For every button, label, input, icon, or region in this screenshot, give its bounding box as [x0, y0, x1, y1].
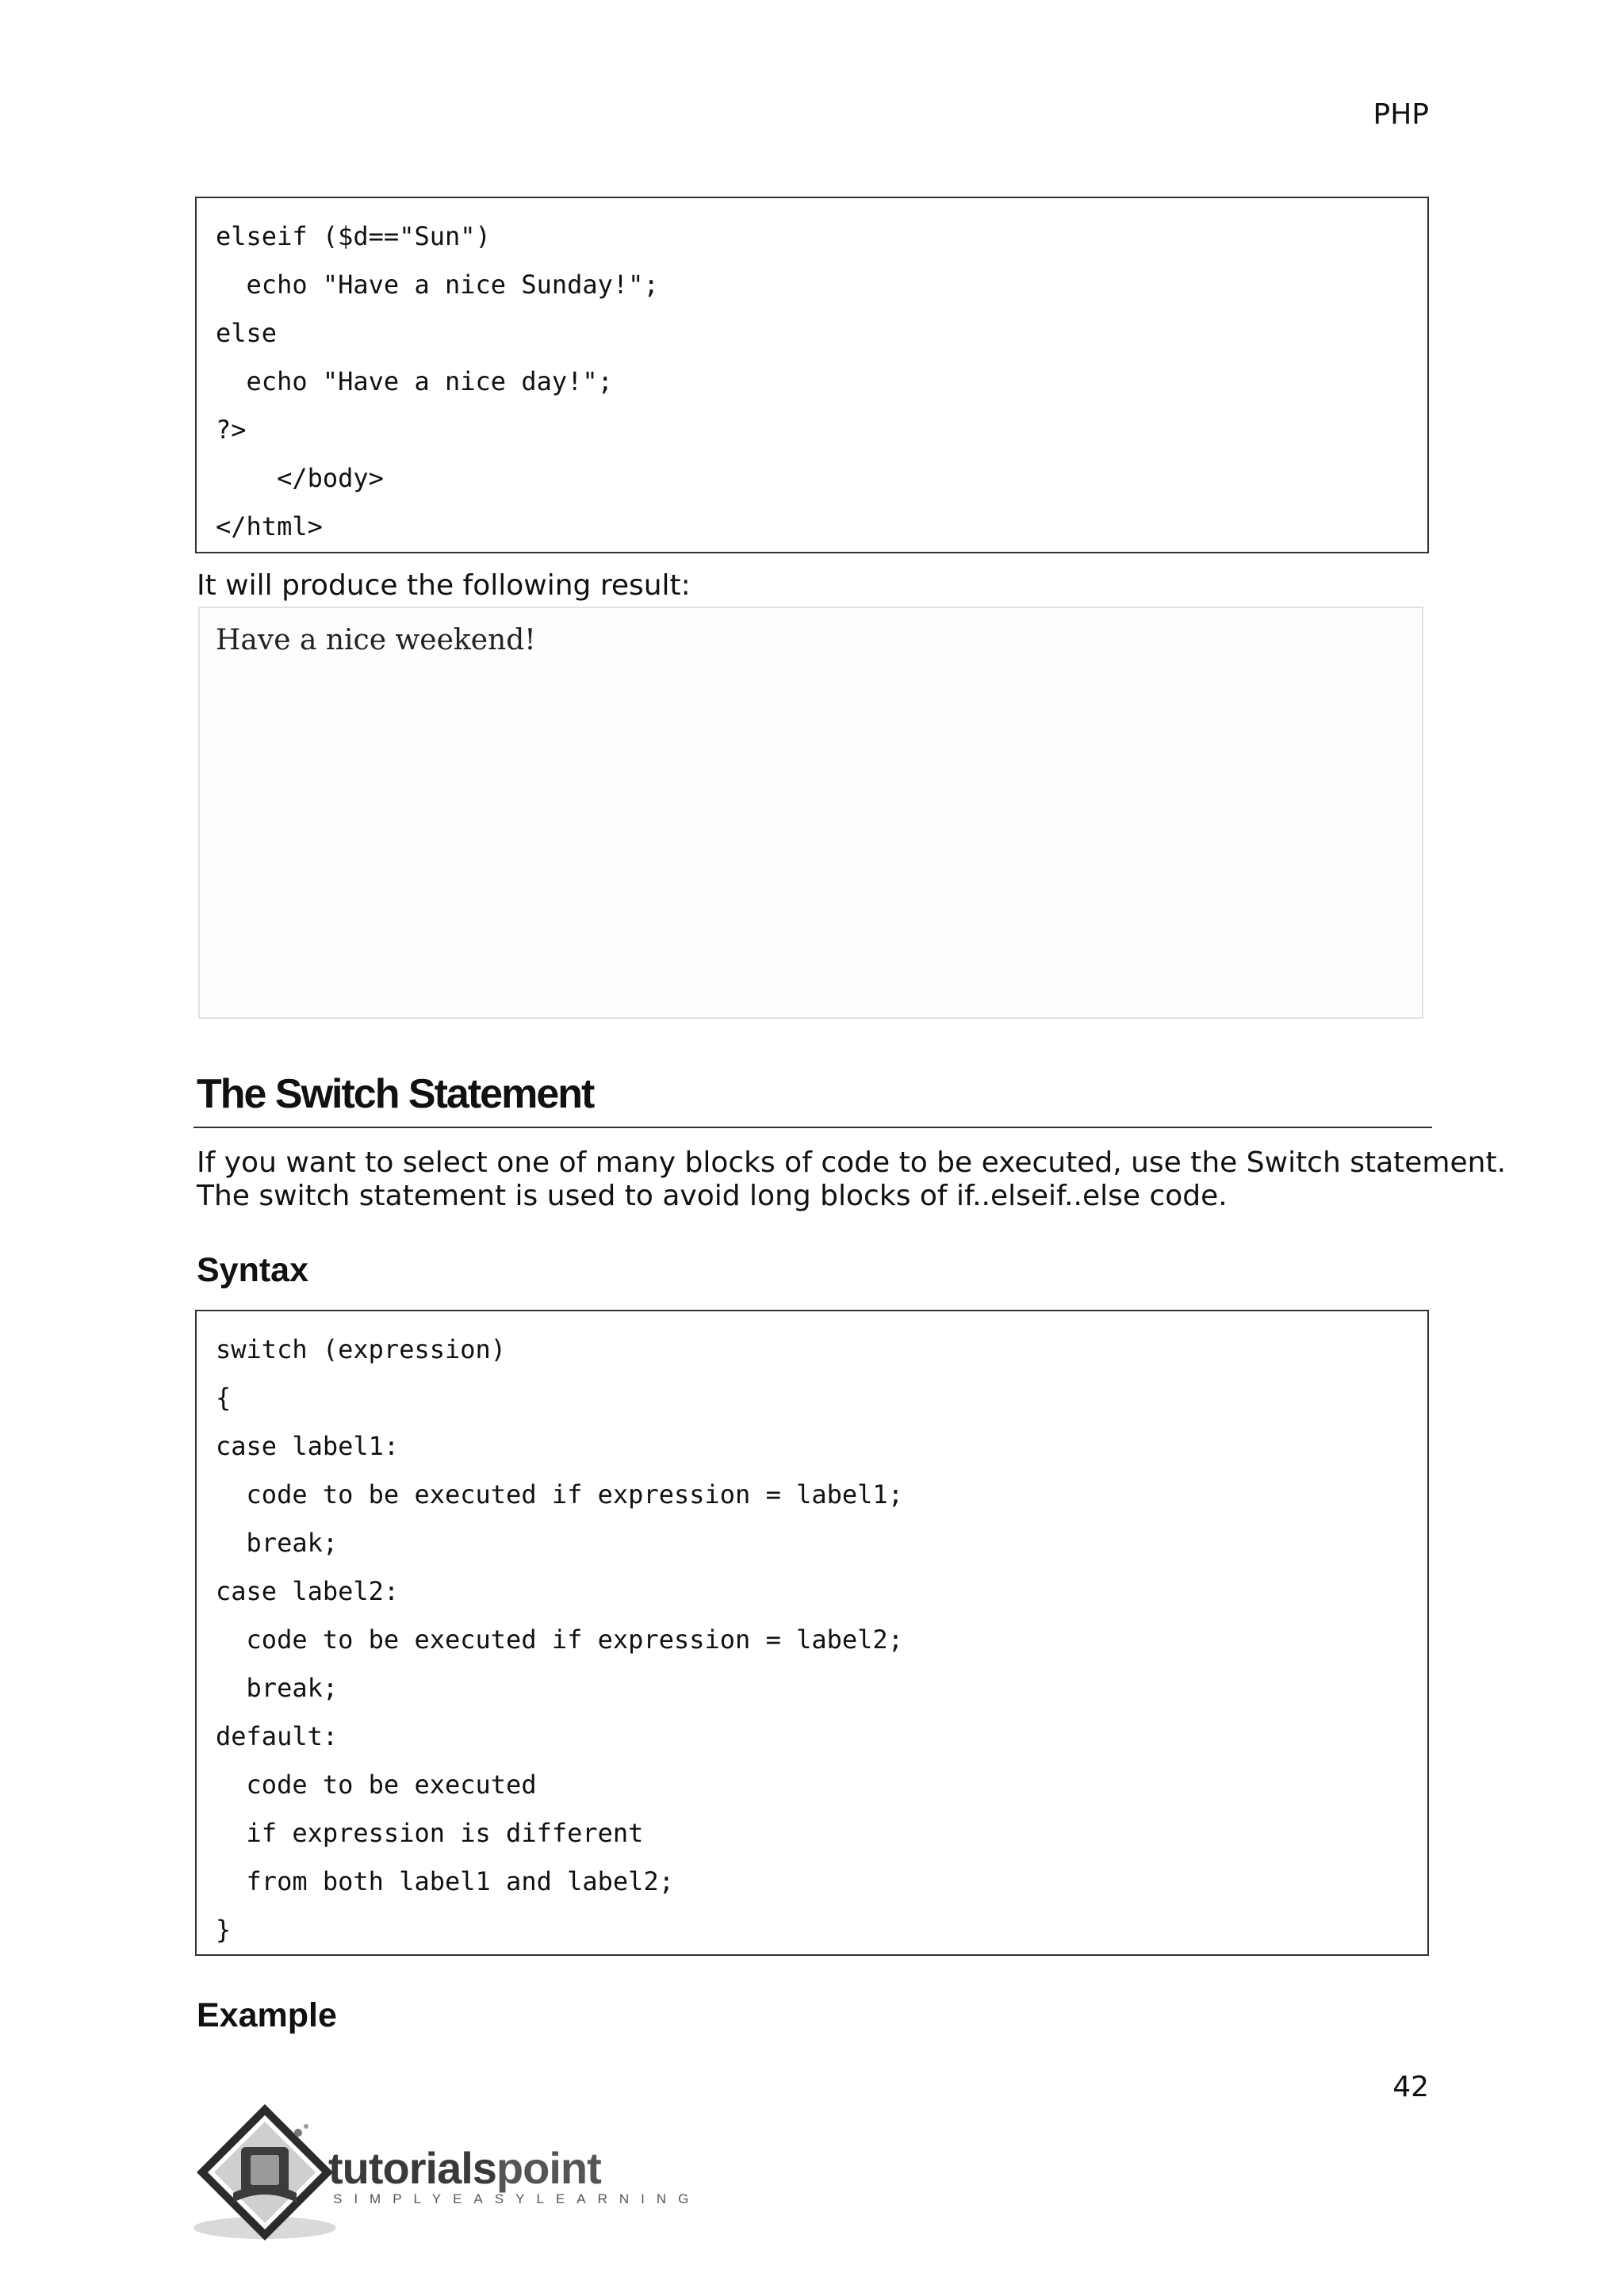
- code-line: switch (expression): [216, 1334, 507, 1364]
- code-line: }: [216, 1915, 232, 1945]
- code-line: ?>: [216, 415, 247, 445]
- code-line: if expression is different: [216, 1818, 644, 1848]
- code-line: echo "Have a nice Sunday!";: [216, 270, 659, 300]
- logo-word-point: point: [496, 2143, 601, 2193]
- section-divider: [193, 1127, 1432, 1128]
- code-line: {: [216, 1383, 232, 1413]
- section-paragraph-line-1: If you want to select one of many blocks of code to be executed, use the Switch statement.: [197, 1146, 1507, 1179]
- code-line: default:: [216, 1721, 339, 1751]
- code-line: code to be executed: [216, 1770, 537, 1800]
- logo-tagline: SIMPLYEASYLEARNING: [333, 2191, 701, 2206]
- logo-word-tutorials: tutorials: [328, 2143, 496, 2193]
- running-header: PHP: [1373, 98, 1429, 131]
- code-line: code to be executed if expression = label1;: [216, 1479, 903, 1510]
- code-line: else: [216, 318, 278, 348]
- syntax-heading: Syntax: [197, 1251, 309, 1289]
- logo-emblem-icon: [193, 2101, 336, 2244]
- code-line: </html>: [216, 511, 323, 541]
- example-heading: Example: [197, 1996, 337, 2034]
- code-block-continued: [195, 197, 1429, 553]
- logo-wordmark: [328, 2142, 601, 2194]
- syntax-code-block: [195, 1310, 1429, 1956]
- code-line: elseif ($d=="Sun"): [216, 221, 491, 251]
- section-heading: The Switch Statement: [197, 1071, 594, 1117]
- result-output-text: Have a nice weekend!: [216, 624, 536, 656]
- page-number: 42: [1392, 2071, 1429, 2103]
- code-line: code to be executed if expression = label2;: [216, 1624, 903, 1655]
- code-line: </body>: [216, 463, 384, 493]
- code-line: break;: [216, 1673, 339, 1703]
- tutorialspoint-logo: [193, 2101, 701, 2244]
- result-intro-text: It will produce the following result:: [197, 569, 691, 602]
- code-line: echo "Have a nice day!";: [216, 366, 613, 396]
- section-paragraph-line-2: The switch statement is used to avoid long blocks of if..elseif..else code.: [197, 1180, 1228, 1212]
- code-line: from both label1 and label2;: [216, 1866, 674, 1896]
- code-line: break;: [216, 1528, 339, 1558]
- result-output-frame: [198, 607, 1423, 1019]
- code-line: case label2:: [216, 1576, 400, 1606]
- code-line: case label1:: [216, 1431, 400, 1461]
